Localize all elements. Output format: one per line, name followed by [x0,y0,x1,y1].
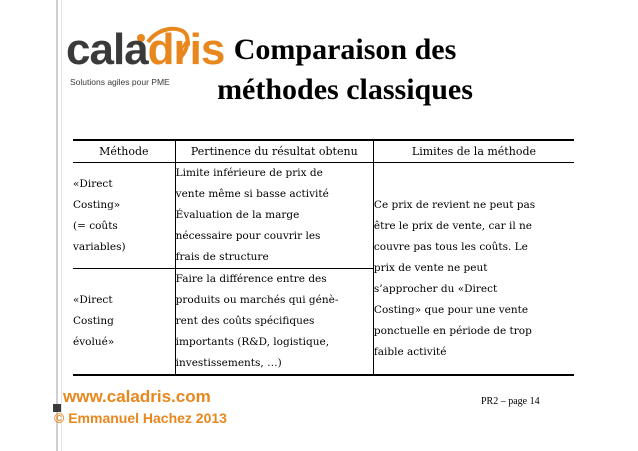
header-method: Méthode [73,140,175,163]
method-cell [73,269,175,376]
method-line: «Direct [73,178,113,190]
limites-line: s’approcher du «Direct [373,283,498,295]
pertinence-line: produits ou marchés qui génè- [175,294,339,306]
pertinence-line: nécessaire pour couvrir les [175,230,321,242]
pertinence-cell [175,269,373,376]
limites-line: ponctuelle en période de trop [373,325,532,337]
method-cell [73,163,175,269]
method-line: variables) [73,241,126,253]
pertinence-line: frais de structure [175,251,269,263]
pertinence-line: vente même si basse activité [175,188,329,200]
method-line: Costing» [73,199,121,211]
limites-line: être le prix de vente, car il ne [373,220,532,232]
pertinence-line: rent des coûts spécifiques [175,315,315,327]
footer-copyright: © Emmanuel Hachez 2013 [54,410,227,426]
footer-website-link[interactable]: www.caladris.com [63,387,211,406]
header-pertinence: Pertinence du résultat obtenu [175,140,373,163]
method-line: (= coûts [73,220,118,232]
slide-title [195,30,495,110]
pertinence-line: Limite inférieure de prix de [175,167,323,179]
pertinence-line: importants (R&D, logistique, [175,336,330,348]
method-line: Costing [73,315,114,327]
logo-word-accent: dris [147,25,225,74]
table-header-row [73,140,574,163]
table-row [73,163,574,269]
limites-cell [373,163,574,376]
slide-title-line1: Comparaison des [233,33,457,66]
pertinence-line: Faire la différence entre des [175,273,327,285]
limites-line: faible activité [373,346,447,358]
page-number: PR2 – page 14 [481,396,540,407]
comparison-table [73,139,574,376]
limites-line: couvre pas tous les coûts. Le [373,241,528,253]
slide-title-line2: méthodes classiques [217,73,473,106]
caladris-logo [58,22,225,90]
pertinence-line: Évaluation de la marge [175,209,300,221]
logo-word-main: cala [66,25,148,74]
logo-tagline: Solutions agiles pour PME [70,77,170,87]
method-line: «Direct [73,294,113,306]
method-line: évolué» [73,336,115,348]
limites-line: Costing» que pour une vente [373,304,529,316]
pertinence-cell [175,163,373,269]
limites-line: prix de vente ne peut [373,262,488,274]
pertinence-line: investissements, …) [175,357,282,369]
limites-line: Ce prix de revient ne peut pas [373,199,536,211]
header-limites: Limites de la méthode [373,140,574,163]
